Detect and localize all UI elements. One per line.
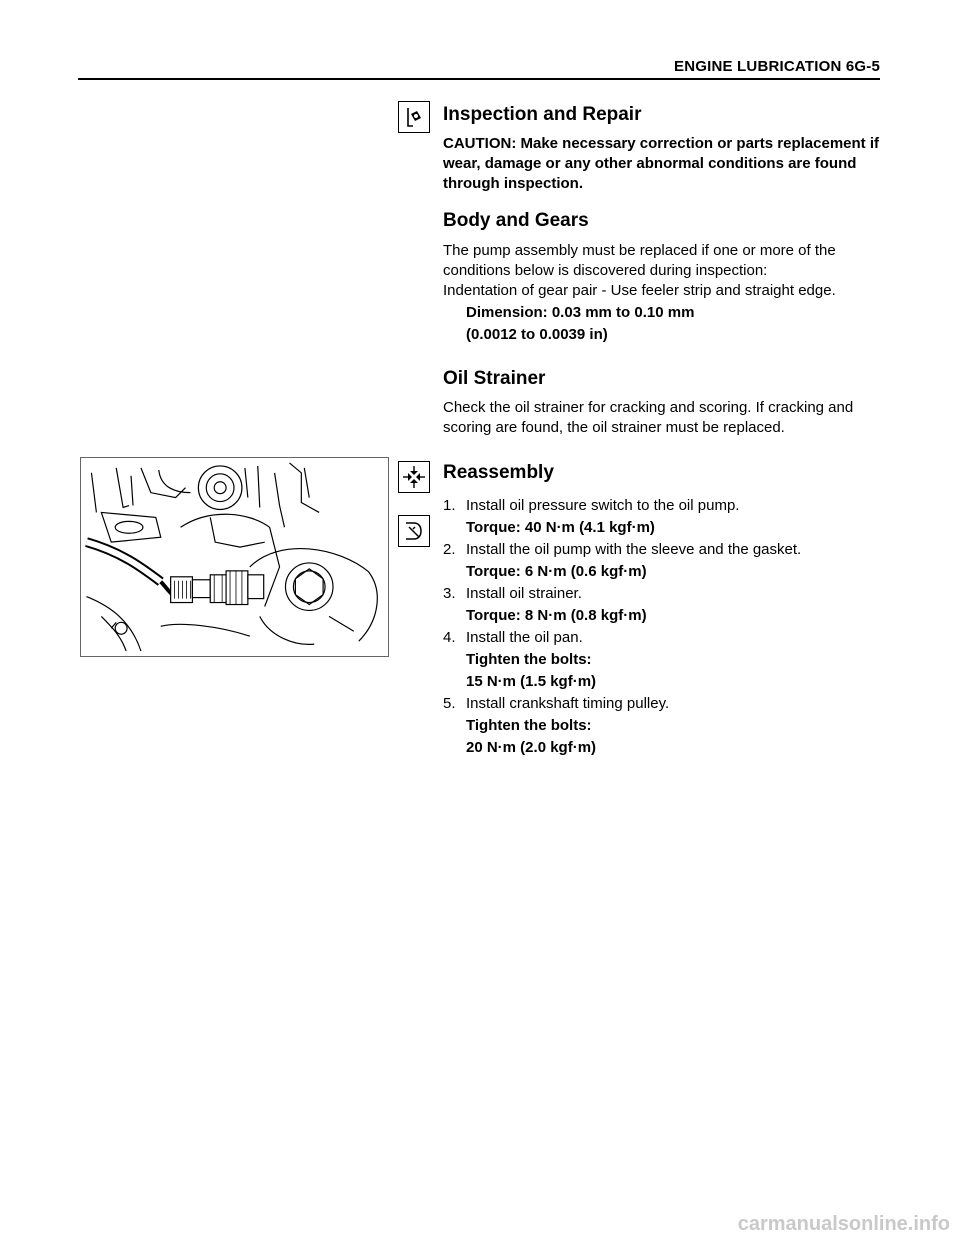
watermark: carmanualsonline.info [737,1213,950,1235]
list-item: 1. Install oil pressure switch to the oil pump. [443,497,740,514]
dimension-spec-inch: (0.0012 to 0.0039 in) [466,326,608,343]
inspection-heading: Inspection and Repair [443,104,642,125]
list-item: 3. Install oil strainer. [443,585,582,602]
reassembly-steps [443,496,883,758]
inspect-icon [398,101,430,133]
reassembly-icon [398,461,430,493]
oil-strainer-heading: Oil Strainer [443,368,546,389]
list-item: 5. Install crankshaft timing pulley. [443,695,670,712]
page-title: ENGINE LUBRICATION 6G-5 [673,58,880,75]
torque-spec: 20 N·m (2.0 kgf·m) [466,739,597,756]
list-item: 4. Install the oil pan. [443,629,583,646]
torque-spec: Tighten the bolts: [466,651,592,668]
torque-spec: Torque: 8 N·m (0.8 kgf·m) [466,607,647,624]
body-gears-heading: Body and Gears [443,210,589,231]
torque-spec: Torque: 40 N·m (4.1 kgf·m) [466,519,655,536]
body-gears-text-2: Indentation of gear pair - Use feeler strip and straight edge. [443,282,836,299]
page-header [78,58,880,80]
torque-spec: Torque: 6 N·m (0.6 kgf·m) [466,563,647,580]
dimension-spec: Dimension: 0.03 mm to 0.10 mm [466,304,695,321]
list-item: 2. Install the oil pump with the sleeve and the gasket. [443,541,802,558]
oil-strainer-text: Check the oil strainer for cracking and scoring. If cracking and scoring are found, the oil strainer must be replaced. [443,399,854,436]
torque-wrench-icon [398,515,430,547]
torque-spec: Tighten the bolts: [466,717,592,734]
reassembly-heading: Reassembly [443,462,554,483]
caution-text: CAUTION: Make necessary correction or parts replacement if wear, damage or any other abnormal conditions are found through inspection. [443,135,879,192]
torque-spec: 15 N·m (1.5 kgf·m) [466,673,597,690]
oil-pressure-switch-illustration [80,457,389,657]
body-gears-text: The pump assembly must be replaced if one or more of the conditions below is discovered during inspection: [443,242,836,279]
